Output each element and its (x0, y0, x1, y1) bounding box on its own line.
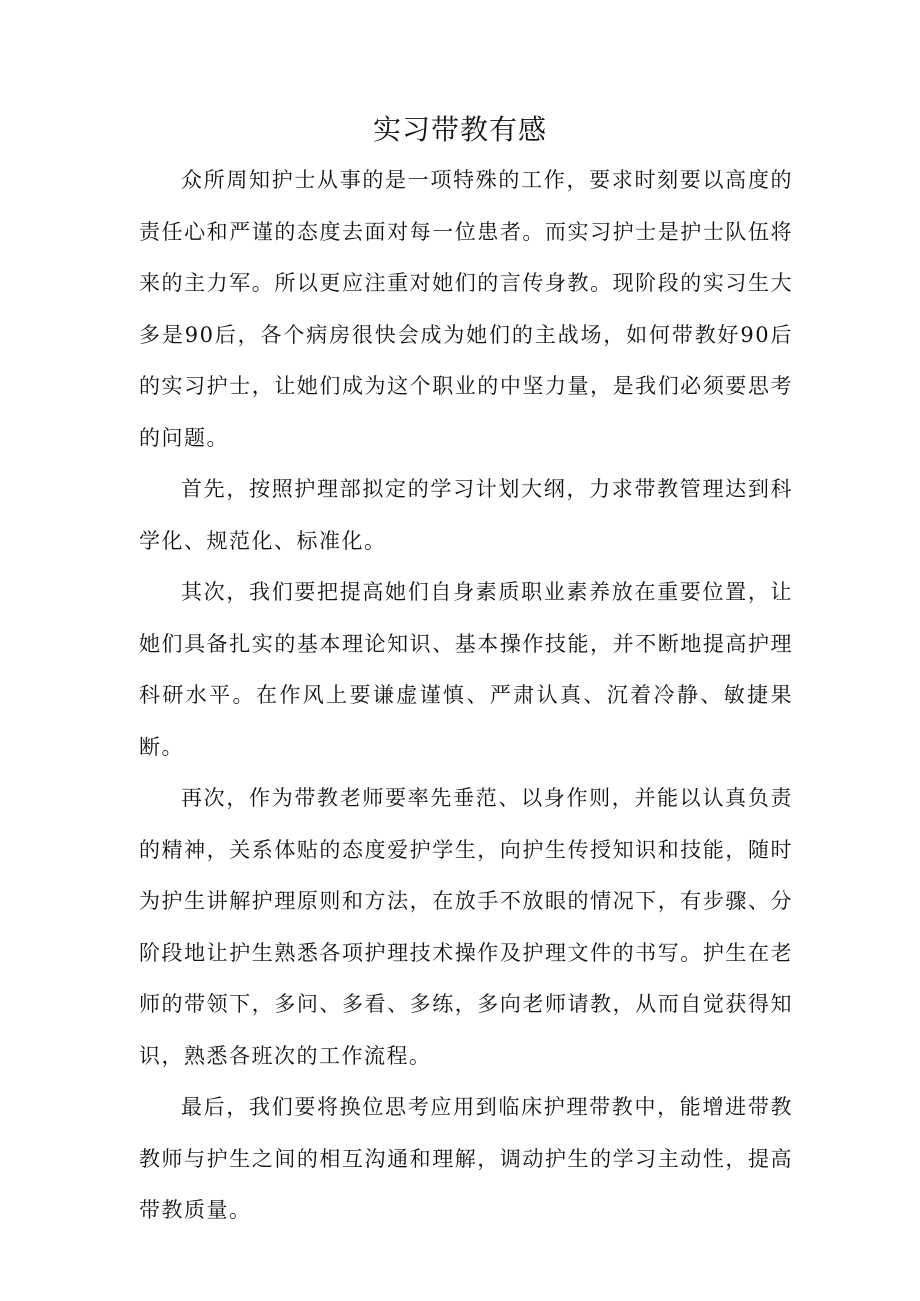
paragraph-final-point: 最后，我们要将换位思考应用到临床护理带教中，能增进带教教师与护生之间的相互沟通和理解，调动护生的学习主动性，提高带教质量。 (139, 1095, 793, 1222)
page-title: 实习带教有感 (372, 113, 547, 146)
paragraph-first-point: 首先，按照护理部拟定的学习计划大纲，力求带教管理达到科学化、规范化、标准化。 (139, 477, 793, 553)
paragraph-intro: 众所周知护士从事的是一项特殊的工作，要求时刻要以高度的责任心和严谨的态度去面对每一位患者。而实习护士是护士队伍将来的主力军。所以更应注重对她们的言传身教。现阶段的实习生大多是90后，各个病房很快会成为她们的主战场，如何带教好90后的实习护士，让她们成为这个职业的中坚力量，是我们必须要思考的问题。 (139, 168, 793, 450)
paragraph-third-point: 再次，作为带教老师要率先垂范、以身作则，并能以认真负责的精神，关系体贴的态度爱护学生，向护生传授知识和技能，随时为护生讲解护理原则和方法，在放手不放眼的情况下，有步骤、分阶段地让护生熟悉各项护理技术操作及护理文件的书写。护生在老师的带领下，多问、多看、多练，多向老师请教，从而自觉获得知识，熟悉各班次的工作流程。 (139, 786, 793, 1068)
paragraph-second-point: 其次，我们要把提高她们自身素质职业素养放在重要位置，让她们具备扎实的基本理论知识、基本操作技能，并不断地提高护理科研水平。在作风上要谦虚谨慎、严肃认真、沉着冷静、敏捷果断。 (139, 580, 793, 759)
article-body (139, 155, 793, 1237)
